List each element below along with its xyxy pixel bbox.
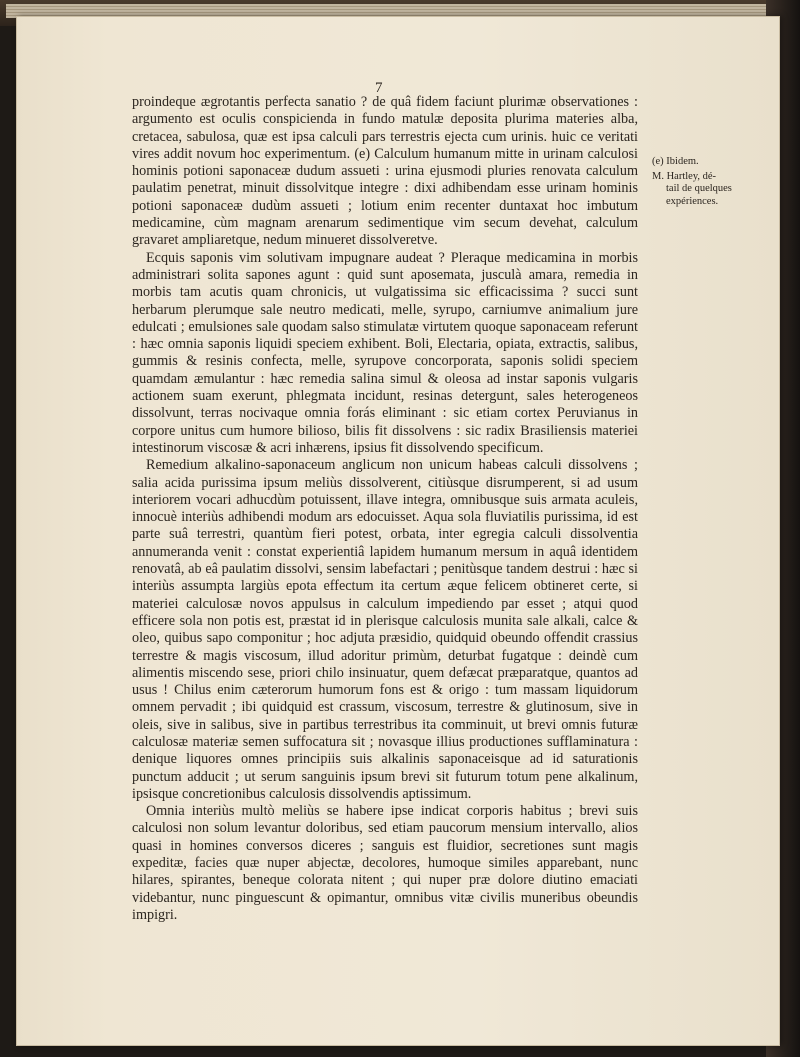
paragraph-3: Remedium alkalino-saponaceum anglicum non unicum habeas calculi dissolvens ; salia acida purissima ipsum meliùs dissolverent, citiùsque disrumperent, si ad usum interiorem vocari adhucdùm potuissent, illave integra, omnibusque suis armata aculeis, innocuè interiùs adhibendi modum ars edocuisset. Aqua sola fluviatilis purissima, id est parte suâ terrestri, quantùm fieri potest, orbata, inter egregia calculi dissolventia annumeranda venit : constat experientiâ lapidem humanum mersum in aquâ identidem renovatâ, ab eâ paulatim dissolvi, sensim labefactari ; penitùsque tandem destrui : hæc si interiùs assumpta largiùs epota effectum ita certum æque felicem obtineret certe, si materiei calculosæ novos appulsus in calculum impediendo par esset ; atqui quod efficere sola non potis est, præstat id in plerisque calculosis munita sale alkali, calce & oleo, quibus sapo componitur ; hoc adjuta præsidio, quidquid obeundo offendit crassius terrestre & magis viscosum, illud adoritur primùm, deturbat fugatque : deindè cum alimentis miscendo sese, priori chilo insinuatur, quem defæcat præparatque, quantos ad usus ! Chilus enim cæterorum humorum fons est & origo : tum massam liquidorum omnem pervadit ; ibi quidquid est crassum, viscosum, terrestre & glutinosum, sive in oleis, sive in salibus, sive in partibus terrestribus ita comminuit, ut brevi omnis futuræ calculosæ materiæ semen suffocatura sit ; novasque illius productiones sufflaminatura : denique liquores omnes principiis suis alkalinis saponaceisque ad id saturationis punctum adducit ; ut serum sanguinis ipsum brevi sit futurum totum pene alkalinum, ipsisque concretionibus calculosis dissolvendis aptissimum. [132,457,638,802]
page-number: 7 [375,80,383,96]
margin-note-line: M. Hartley, dé- [652,170,717,182]
margin-note [652,156,752,208]
margin-note-line: expériences. [666,195,719,207]
paragraph-1: proindeque ægrotantis perfecta sanatio ? de quâ fidem faciunt plurimæ observationes : argumento est oculis conspicienda in fundo matulæ deposita plurima materies alba, cretacea, sabulosa, quæ est ipsa calculi pars terrestris ejecta cum urinis. huic ce veritati vires addit novum hoc experimentum. (e) Calculum humanum mitte in urinam calculosi hominis potioni saponaceæ dudum assueti : urina ejusmodi pluries renovata calculum paulatim penetrat, minuit dissolvitque integre : dixi adhibendam esse urinam hominis potioni saponaceæ dudùm assueti ; lotium enim recenter duntaxat hoc imbutum medicamine, cùm magnam arenarum sedimentique vim secum devehat, calculum gravaret ampliaretque, nedum minueret dissolveretve. [132,94,638,249]
paragraph-2: Ecquis saponis vim solutivam impugnare audeat ? Pleraque medicamina in morbis administrari solita sapones agunt : quid sunt aposemata, jusculà amara, remedia in morbis tam acutis quam chronicis, ut vulgatissima sic efficacissima ? succi sunt herbarum plerumque sale neutro medicati, melle, syrupo, carniumve animalium jure edulcati ; emulsiones sale quodam salso stimulatæ virtutem quoque saponaceam referunt : hæc omnia saponis liquidi speciem exhibent. Boli, Electaria, opiata, extractis, salibus, gummis & resinis confecta, melle, syrupove concorporata, saponis solidi speciem quamdam æmulantur : hæc remedia salina simul & oleosa ad instar saponis vulgaris actionem suam exerunt, phlegmata incidunt, resinas detergunt, sales heterogeneos dissolvunt, terras nocivaque omnia forás eliminant : sic etiam cortex Peruvianus in corpore unitus cum humore bilioso, bilis fit dissolvens : sic radix Brasiliensis materiei intestinorum viscosæ & acri inhærens, ipsius fit dissolvendo specificum. [132,249,638,456]
main-text-block [132,94,638,924]
margin-note-line: tail de quelques [666,183,732,194]
margin-note-ref: (e) Ibidem. [652,156,699,167]
paragraph-4: Omnia interiùs multò meliùs se habere ipse indicat corporis habitus ; brevi suis calculosi non solum levantur doloribus, sed etiam paucorum mensium intervallo, alios quasi in homines conversos diceres ; sanguis est fluidior, secretiones sunt magis expeditæ, facies quæ nuper abjectæ, decolores, humoque similes apparebant, nunc hilares, spirantes, beneque colorata nitent ; qui nuper præ dolore diutino emaciati videbantur, nunc pinguescunt & opimantur, omnibus vitæ civilis muneribus obeundis impigri. [132,803,638,923]
